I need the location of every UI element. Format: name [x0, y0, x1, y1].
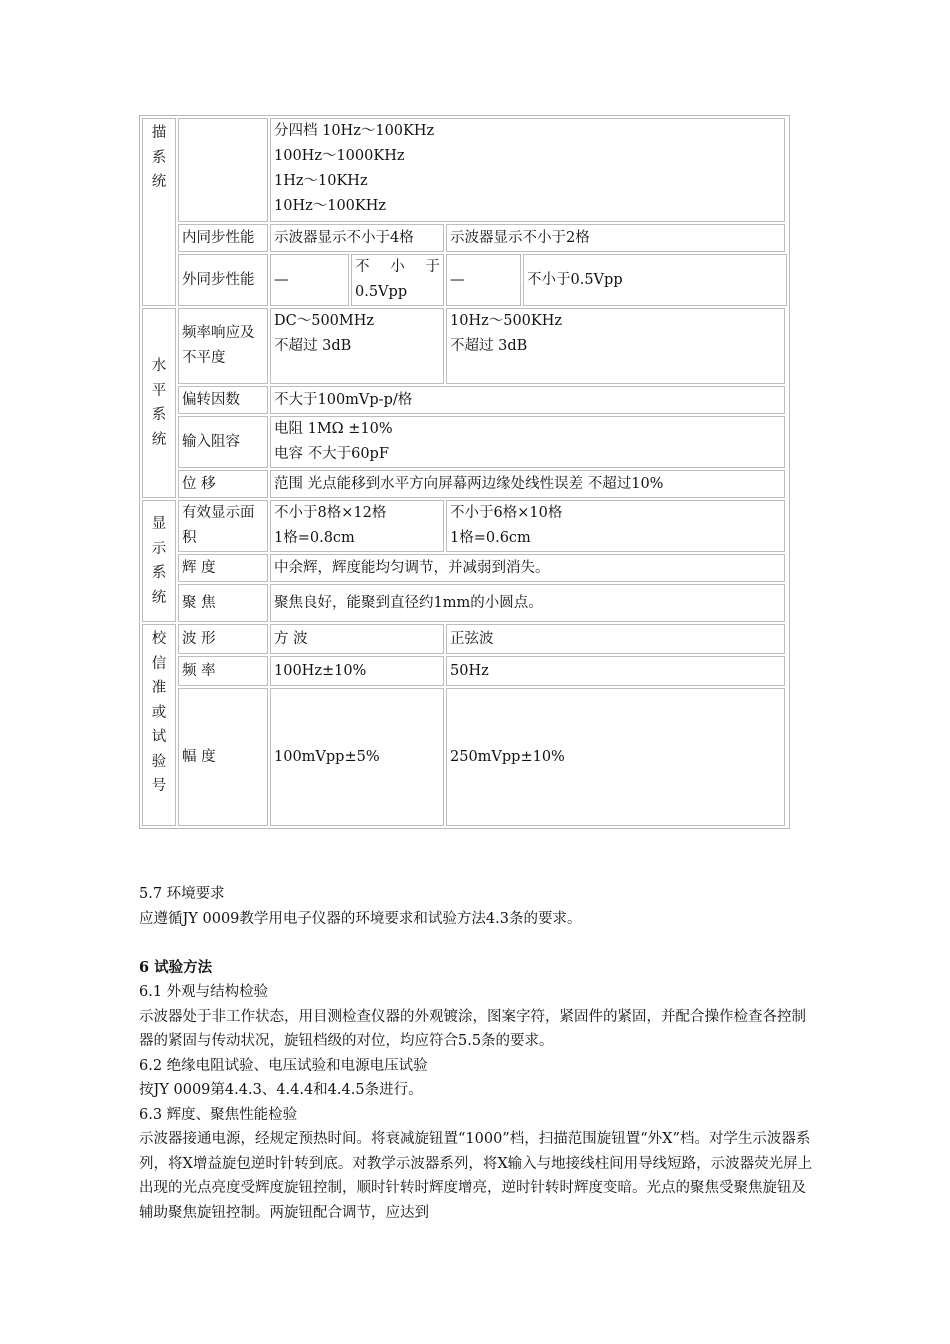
scan-range-line: 100Hz～1000KHz: [274, 148, 405, 164]
brightness-value: 中余辉，辉度能均匀调节，并减弱到消失。: [270, 554, 785, 582]
freq-response-label: 频率响应及不平度: [178, 308, 268, 384]
cal-frequency-label: 频 率: [178, 656, 268, 686]
external-sync-a2-tail: 0.5Vpp: [355, 284, 408, 300]
deflection-value: 不大于100mVp-p/格: [270, 386, 785, 414]
focus-value: 聚焦良好，能聚到直径约1mm的小圆点。: [270, 584, 785, 622]
cal-frequency-b: 50Hz: [446, 656, 785, 686]
external-sync-a2-char: 不: [355, 259, 370, 275]
internal-sync-label: 内同步性能: [178, 224, 268, 252]
deflection-label: 偏转因数: [178, 386, 268, 414]
internal-sync-b: 示波器显示不小于2格: [446, 224, 785, 252]
section-6-3-title: 6.3 辉度、聚焦性能检验: [139, 1106, 298, 1123]
section-5-7-body: 应遵循JY 0009教学用电子仪器的环境要求和试验方法4.3条的要求。: [139, 910, 582, 927]
category-scan-text: 描 系 统: [151, 125, 167, 190]
external-sync-label: 外同步性能: [178, 254, 268, 306]
document-body: [139, 882, 819, 1225]
amplitude-label: 幅 度: [178, 688, 268, 826]
category-display: [142, 500, 176, 622]
scan-range-line: 1Hz～10KHz: [274, 173, 368, 189]
freq-response-a: DC～500MHz 不超过 3dB: [270, 308, 444, 384]
scan-range-label: [178, 118, 268, 222]
category-calibration: [142, 624, 176, 826]
external-sync-b2: 不小于0.5Vpp: [523, 254, 787, 306]
display-area-a: 不小于8格×12格 1格=0.8cm: [270, 500, 444, 552]
category-calibration-text: 校 信 准 或 试 验 号: [151, 631, 167, 794]
section-6-1-title: 6.1 外观与结构检验: [139, 984, 269, 1000]
brightness-label: 辉 度: [178, 554, 268, 582]
amplitude-b: 250mVpp±10%: [446, 688, 785, 826]
category-display-text: 显 示 系 统: [151, 516, 167, 606]
category-horizontal: [142, 308, 176, 498]
scan-range-cell: [270, 118, 785, 222]
shift-value: 范围 光点能移到水平方向屏幕两边缘处线性误差 不超过10%: [270, 470, 785, 498]
section-6-2-body: 按JY 0009第4.4.3、4.4.4和4.4.5条进行。: [139, 1082, 423, 1098]
display-area-label: 有效显示面积: [178, 500, 268, 552]
section-6-title: 6 试验方法: [139, 958, 213, 976]
external-sync-a2-line: [355, 255, 440, 280]
internal-sync-a: 示波器显示不小于4格: [270, 224, 444, 252]
impedance-value: 电阻 1MΩ ±10% 电容 不大于60pF: [270, 416, 785, 468]
external-sync-a1: —: [270, 254, 349, 306]
category-horizontal-text: 水 平 系 统: [151, 358, 167, 448]
waveform-label: 波 形: [178, 624, 268, 654]
waveform-b: 正弦波: [446, 624, 785, 654]
scan-range-line: 10Hz～100KHz: [274, 198, 387, 214]
display-area-b: 不小于6格×10格 1格=0.6cm: [446, 500, 785, 552]
freq-response-b: 10Hz～500KHz 不超过 3dB: [446, 308, 785, 384]
scan-range-line: 分四档 10Hz～100KHz: [274, 123, 435, 139]
amplitude-a: 100mVpp±5%: [270, 688, 444, 826]
section-6-3-body: 示波器接通电源，经规定预热时间。将衰减旋钮置“1000”档，扫描范围旋钮置“外X”档。对学生示波器系列，将X增益旋包逆时针转到底。对教学示波器系列，将X输入与地接线柱间用导线短路，示波器荧光屏上出现的光点亮度受辉度旋钮控制，顺时针转时辉度增亮，逆时针转时辉度变暗。光点的聚焦受聚焦旋钮及辅助聚焦旋钮控制。两旋钮配合调节，应达到: [139, 1131, 813, 1221]
cal-frequency-a: 100Hz±10%: [270, 656, 444, 686]
external-sync-b1: —: [446, 254, 521, 306]
waveform-a: 方 波: [270, 624, 444, 654]
section-5-7-title: 5.7 环境要求: [139, 886, 225, 902]
section-6-1-body: 示波器处于非工作状态，用目测检查仪器的外观镀涂，图案字符，紧固件的紧固，并配合操作检查各控制器的紧固与传动状况，旋钮档级的对位，均应符合5.5条的要求。: [139, 1008, 806, 1049]
spec-table: [139, 115, 790, 829]
paragraph-gap: [139, 931, 819, 956]
external-sync-a2: [351, 254, 444, 306]
section-6-2-title: 6.2 绝缘电阻试验、电压试验和电源电压试验: [139, 1057, 428, 1074]
external-sync-a2-char: 于: [425, 259, 440, 275]
impedance-label: 输入阻容: [178, 416, 268, 468]
focus-label: 聚 焦: [178, 584, 268, 622]
category-scan: [142, 118, 176, 306]
external-sync-a2-char: 小: [390, 259, 405, 275]
shift-label: 位 移: [178, 470, 268, 498]
